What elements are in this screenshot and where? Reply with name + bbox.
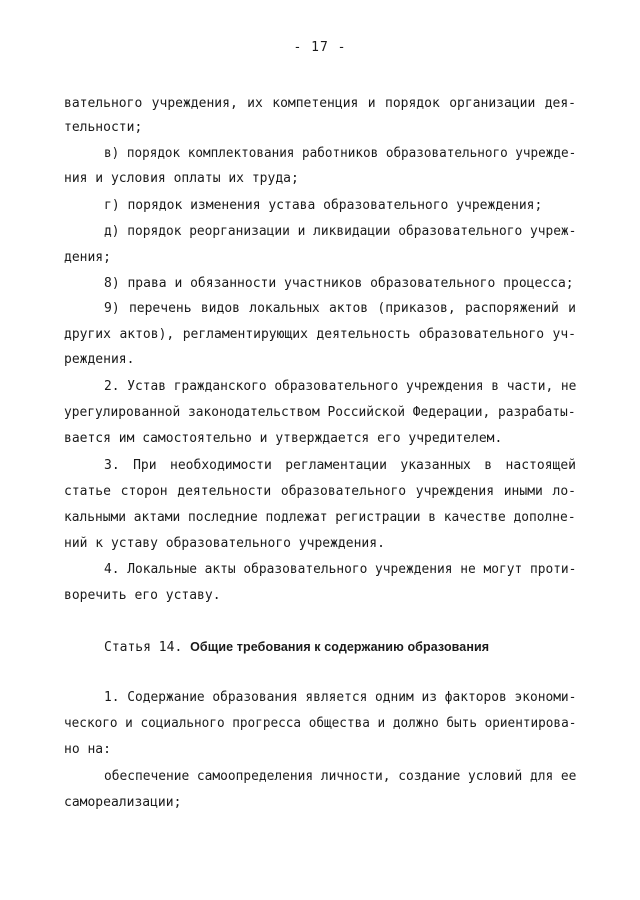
text-line: дения;	[64, 250, 111, 265]
text-line: вательного учреждения, их компетенция и порядок организации дея-	[64, 96, 576, 111]
text-line: урегулированной законодательством Российской Федерации, разрабаты-	[64, 405, 576, 420]
article-heading	[104, 639, 576, 656]
text-line: ния и условия оплаты их труда;	[64, 171, 299, 186]
text-line: реждения.	[64, 352, 135, 367]
text-line: тельности;	[64, 120, 143, 135]
text-line: воречить его уставу.	[64, 588, 221, 603]
text-line: 3. При необходимости регламентации указанных в настоящей	[104, 458, 576, 473]
text-line: 1. Содержание образования является одним из факторов экономи-	[104, 690, 577, 705]
text-line: д) порядок реорганизации и ликвидации образовательного учреж-	[104, 224, 577, 239]
text-line: самореализации;	[64, 795, 182, 810]
text-line: других актов), регламентирующих деятельность образовательного уч-	[64, 327, 576, 342]
text-line: 2. Устав гражданского образовательного учреждения в части, не	[104, 379, 577, 394]
text-line: кальными актами последние подлежат регистрации в качестве дополне-	[64, 510, 576, 525]
text-line: в) порядок комплектования работников образовательного учрежде-	[104, 146, 577, 161]
text-line: статье сторон деятельности образовательного учреждения иными ло-	[64, 484, 576, 499]
text-line: 8) права и обязанности участников образовательного процесса;	[104, 276, 574, 291]
text-line: обеспечение самоопределения личности, создание условий для ее	[104, 769, 577, 784]
article-number: Статья 14.	[104, 640, 183, 655]
text-line: г) порядок изменения устава образовательного учреждения;	[104, 198, 543, 213]
text-line: 9) перечень видов локальных актов (приказов, распоряжений и	[104, 301, 576, 316]
text-line: ний к уставу образовательного учреждения.	[64, 536, 385, 551]
text-line: 4. Локальные акты образовательного учреждения не могут проти-	[104, 562, 577, 577]
text-line: вается им самостоятельно и утверждается его учредителем.	[64, 431, 503, 446]
text-line: но на:	[64, 742, 111, 757]
article-title: Общие требования к содержанию образования	[190, 640, 490, 654]
text-line: ческого и социального прогресса общества и должно быть ориентирова-	[64, 716, 577, 731]
page-number: - 17 -	[293, 40, 347, 55]
